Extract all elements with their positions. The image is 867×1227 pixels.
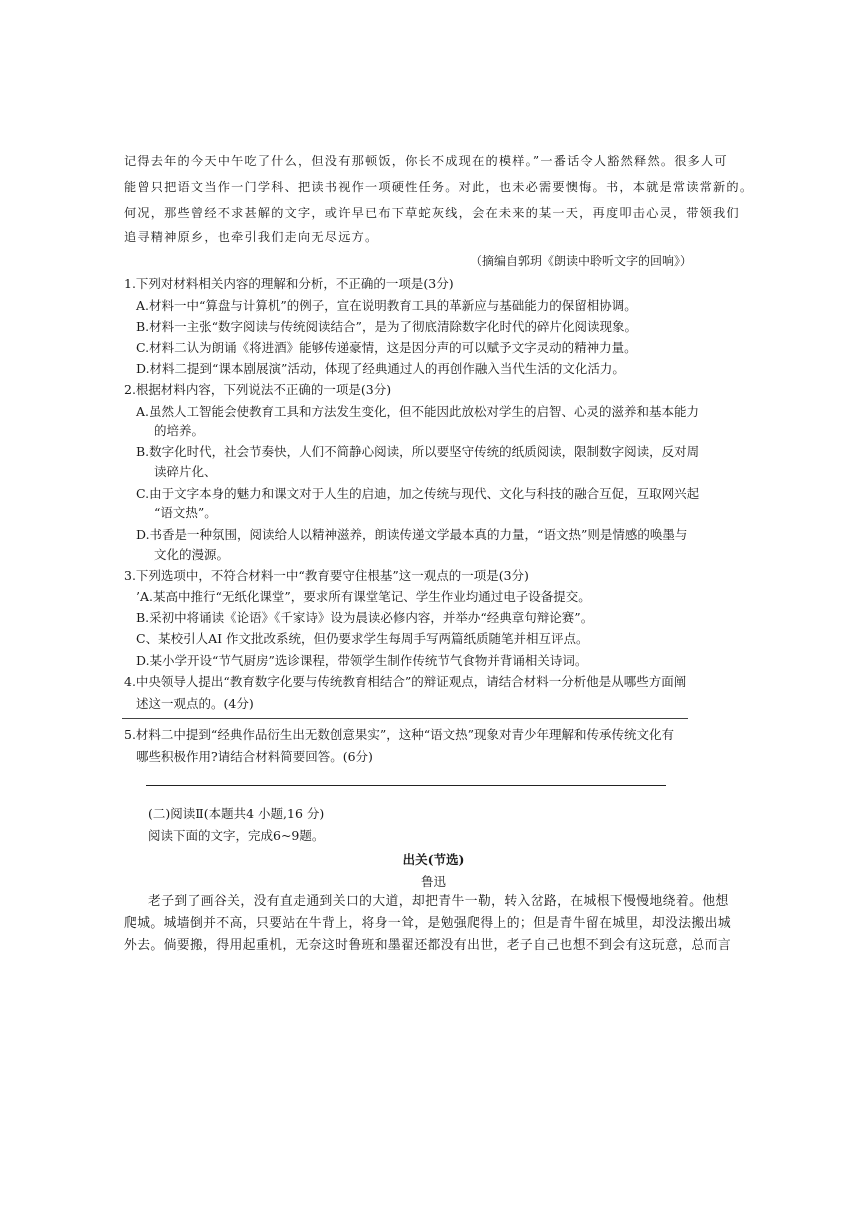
q3-option-a: ’A.某高中推行“无纸化课堂”，要求所有课堂笔记、学生作业均通过电子设备提交。 [136,589,591,604]
story-title: 出关(节选) [402,852,465,867]
q2-option-b-cont: 读碎片化、 [154,464,217,479]
q3-stem: 3.下列选项中，不符合材料一中“教育要守住根基”这一观点的一项是(3分) [124,568,529,583]
intro-line-2: 能曾只把语文当作一门学科、把读书视作一项硬性任务。对此，也未必需要懊悔。书，本就是常读常新的。 [124,180,754,194]
q2-option-b: B.数字化时代，社会节奏快，人们不简静心阅读，所以要坚守传统的纸质阅读，限制数字阅读，反对周 [136,444,700,459]
q1-option-a: A.材料一中“算盘与计算机”的例子，宣在说明教育工具的革新应与基础能力的保留相协调。 [136,298,637,313]
q3-option-b: B.采初中将诵读《论语》《千家诗》设为晨读必修内容，并举办“经典章句辩论赛”。 [136,610,594,625]
q1-option-c: C.材料二认为朗诵《将进酒》能够传递豪情，这是因分声的可以赋予文字灵动的精神力量。 [136,340,637,355]
q2-option-d: D.书香是一种氛围，阅读给人以精神滋养，朗读传递文学最本真的力量，“语文热”则是情感的唤墨与 [136,527,688,542]
q5-line-1: 5.材料二中提到“经典作品衍生出无数创意果实”，这种“语文热”现象对青少年理解和传承传统文化有 [124,727,674,742]
q3-option-d: D.某小学开设“节气厨房”选诊课程，带领学生制作传统节气食物并背诵相关诗词。 [136,653,588,668]
story-line-3: 外去。倘要搬，得用起重机，无奈这时鲁班和墨翟还都没有出世，老子自己也想不到会有这玩意，总而言 [124,938,732,953]
q4-line-2: 述这一观点的。(4分) [136,696,254,711]
q2-option-c: C.由于文字本身的魅力和课文对于人生的启迪，加之传统与现代、文化与科技的融合互促，互取网兴起 [136,486,700,501]
section2-instruction: 阅读下面的文字，完成6~9题。 [148,828,325,843]
story-line-2: 爬城。城墙倒并不高，只要站在牛背上，将身一耸，是勉强爬得上的；但是青牛留在城里，却没法搬出城 [124,916,732,931]
q4-line-1: 4.中央领导人提出“教育数字化要与传统教育相结合”的辩证观点，请结合材料一分析他是从哪些方面阐 [124,674,687,689]
intro-line-1: 记得去年的今天中午吃了什么，但没有那顿饭，你长不成现在的模样。”一番话令人豁然释然。很多人可 [124,154,728,168]
q2-option-a-cont: 的培养。 [154,423,205,438]
story-author: 鲁迅 [420,874,446,889]
q3-option-c: C、某校引人AI 作文批改系统，但仍要求学生每周手写两篇纸质随笔并相互评点。 [136,631,589,646]
q2-option-c-cont: “语文热”。 [154,505,217,520]
answer-line [146,785,666,786]
q2-option-a: A.虽然人工智能会使教育工具和方法发生变化，但不能因此放松对学生的启智、心灵的滋养和基本能力 [136,404,700,419]
story-line-1: 老子到了画谷关，没有直走通到关口的大道，却把青牛一勒，转入岔路，在城根下慢慢地绕着。他想 [148,894,729,909]
q5-line-2: 哪些积极作用?请结合材料简要回答。(6分) [136,749,373,764]
q1-option-d: D.材料二提到“课本剧展演”活动，体现了经典通过人的再创作融入当代生活的文化活力。 [136,361,625,376]
q1-stem: 1.下列对材料相关内容的理解和分析，不正确的一项是(3分) [124,276,454,291]
citation: （摘编自郭玥《朗读中聆听文字的回响》） [470,254,693,268]
intro-line-3: 何况，那些曾经不求甚解的文字，或许早已布下草蛇灰线，会在未来的某一天，再度叩击心灵，带领我们 [124,206,740,220]
q1-option-b: B.材料一主张“数字阅读与传统阅读结合”，是为了彻底清除数字化时代的碎片化阅读现象。 [136,319,637,334]
section2-header: (二)阅读Ⅱ(本题共4 小题,16 分) [148,806,325,821]
intro-line-4: 追寻精神原乡，也牵引我们走向无尽远方。 [124,230,379,244]
divider-line [122,718,688,719]
q2-option-d-cont: 文化的漫源。 [154,547,230,562]
q2-stem: 2.根据材料内容，下列说法不正确的一项是(3分) [124,382,392,397]
